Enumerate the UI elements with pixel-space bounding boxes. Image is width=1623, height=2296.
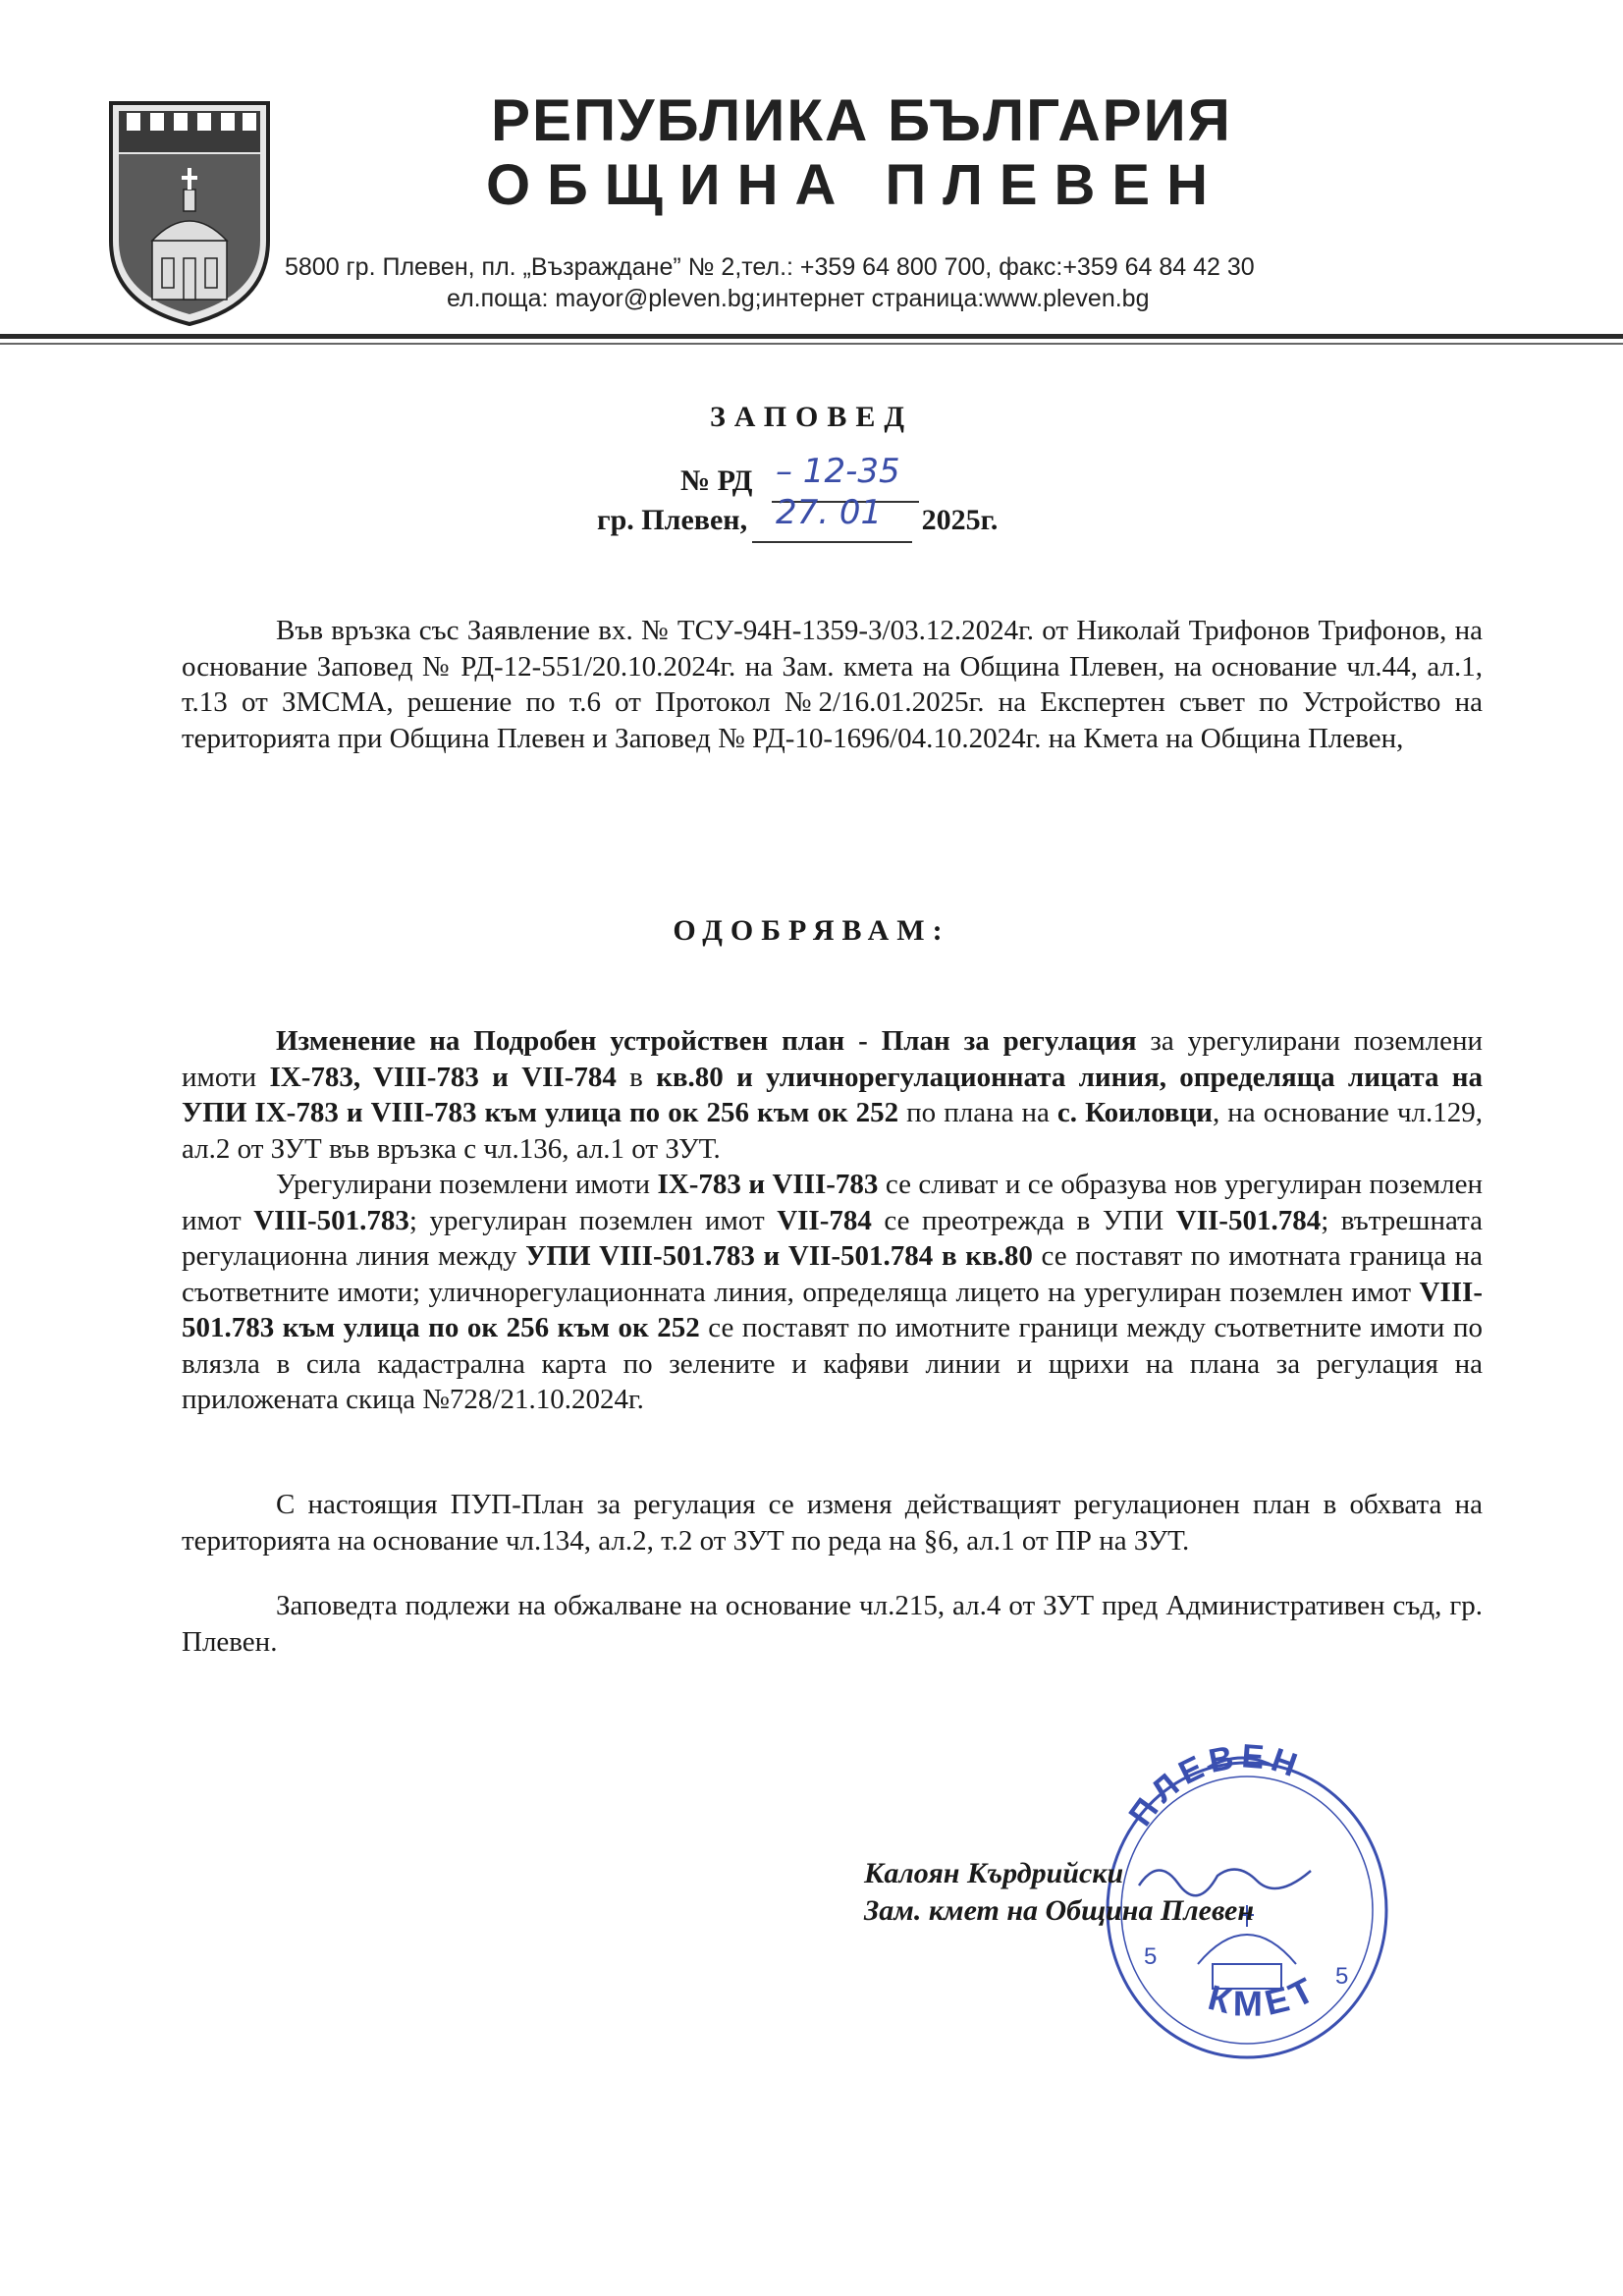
order-number-label: № РД [680, 465, 753, 497]
text-run: Урегулирани поземлени имоти [276, 1169, 658, 1200]
main-paragraph-4: Заповедта подлежи на обжалване на основание чл.215, ал.4 от ЗУТ пред Административен съд, гр. Плевен. [182, 1590, 1483, 1658]
order-year: 2025г. [921, 504, 999, 536]
coat-of-arms-icon [101, 93, 278, 329]
text-run: , на основание чл.129, ал.2 от ЗУТ във връзка с чл.136, ал.1 от ЗУТ. [182, 1097, 1483, 1165]
letterhead-rule [0, 334, 1623, 339]
bold-run: VII-784 [777, 1204, 872, 1236]
signature-name: Калоян Кърдрийски [864, 1857, 1124, 1889]
text-run: се преотрежда в УПИ [871, 1204, 1176, 1236]
order-number-handwritten: – 12-35 [776, 452, 900, 491]
main-paragraph-1 [182, 1023, 1483, 1167]
text-run: се поставят по имотната граница на съответните имоти; уличнорегулационната линия, определяща лицето на урегулиран поземлен имот [182, 1240, 1484, 1308]
svg-text:ПЛЕВЕН [1122, 1737, 1308, 1832]
text-run: се сливат и се образува нов урегулиран поземлен имот [182, 1169, 1483, 1236]
stamp-left-number: 5 [1144, 1943, 1158, 1970]
main-paragraph-3: С настоящия ПУП-План за регулация се изменя действащият регулационен план в обхвата на територията на основание чл.134, ал.2, т.2 от ЗУТ по реда на §6, ал.1 от ПР на ЗУТ. [182, 1489, 1483, 1557]
bold-run: с. Коиловци [1056, 1097, 1213, 1128]
bold-run: IX-783, VIII-783 и VII-784 [269, 1061, 617, 1093]
stamp-right-number: 5 [1335, 1963, 1349, 1990]
stamp-bottom-text: КМЕТ [1204, 1966, 1325, 2024]
text-run: в [616, 1061, 657, 1093]
order-title: ЗАПОВЕД [709, 401, 914, 433]
letterhead-address: 5800 гр. Плевен, пл. „Възраждане” № 2,тел.: +359 64 800 700, факс:+359 64 84 42 30 [285, 253, 1255, 281]
bold-run: VII-501.784 [1175, 1204, 1322, 1236]
text-run: по плана на [898, 1097, 1057, 1128]
letterhead-country: РЕПУБЛИКА БЪЛГАРИЯ [491, 87, 1232, 153]
bold-run: IX-783 и VIII-783 [657, 1169, 879, 1200]
order-place-label: гр. Плевен, [597, 504, 748, 536]
intro-paragraph: Във връзка със Заявление вх. № ТСУ-94Н-1359-3/03.12.2024г. от Николай Трифонов Трифонов, на основание Заповед № РД-12-551/20.10.2024г. на Зам. кмета на Община Плевен, на основание чл.44, ал.1, т.13 от ЗМСМА, решение по т.6 от Протокол №2/16.01.2025г. на Експертен съвет по Устройство на територията при Община Плевен и Заповед № РД-10-1696/04.10.2024г. на Кмета на Община Плевен, [182, 615, 1483, 754]
bold-run: VIII-501.783 [253, 1204, 409, 1236]
bold-run: VIII-501.783 към улица по ок 256 към ок 252 [182, 1276, 1483, 1343]
approve-heading: ОДОБРЯВАМ: [673, 914, 950, 947]
svg-text:КМЕТ [1205, 1967, 1325, 2024]
text-run: ; вътрешната регулационна линия между [182, 1204, 1484, 1272]
bold-run: Изменение на Подробен устройствен план - План за регулация [276, 1025, 1137, 1057]
order-date-underline [752, 541, 912, 543]
order-date-handwritten: 27. 01 [776, 493, 883, 532]
main-paragraph-2 [182, 1167, 1483, 1418]
bold-run: кв.80 и уличнорегулационната линия, определяща лицата на УПИ IX-783 и VIII-783 към улица по ок 256 към ок 252 [182, 1061, 1483, 1128]
letterhead-contacts: ел.поща: mayor@pleven.bg;интернет страница:www.pleven.bg [447, 285, 1150, 312]
letterhead-municipality: ОБЩИНА ПЛЕВЕН [486, 153, 1225, 217]
bold-run: УПИ VIII-501.783 и VII-501.784 в кв.80 [525, 1240, 1033, 1272]
text-run: ; урегулиран поземлен имот [408, 1204, 778, 1236]
stamp-top-text: ПЛЕВЕН [1121, 1737, 1308, 1833]
text-run: за урегулирани поземлени имоти [182, 1025, 1483, 1093]
text-run: се поставят по имотните граници между съответните имоти по влязла в сила кадастрална карта по зелените и кафяви линии и щрихи на плана за регулация на приложената скица №728/21.10.2024г. [182, 1312, 1483, 1415]
signature-title: Зам. кмет на Община Плевен [864, 1894, 1255, 1927]
letterhead-rule-thin [0, 343, 1623, 345]
